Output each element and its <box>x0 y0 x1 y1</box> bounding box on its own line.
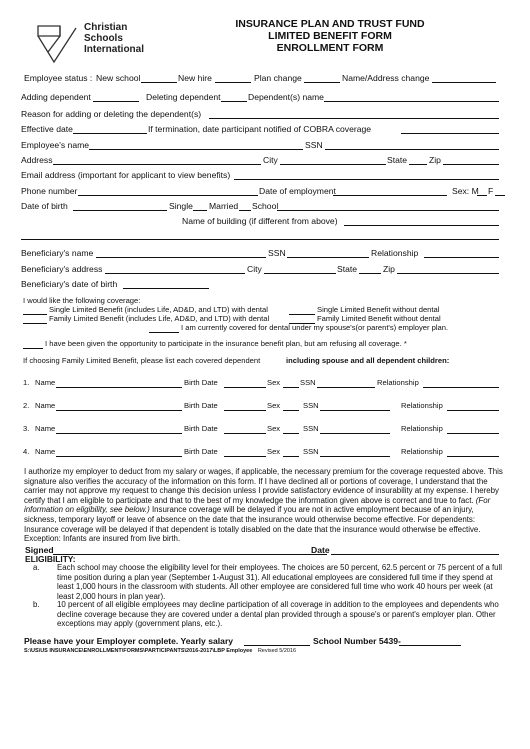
beneficiary-dob-label: Beneficiary's date of birth <box>21 279 118 289</box>
employment-date-field[interactable] <box>333 186 447 196</box>
dependent-sex-field[interactable] <box>283 424 299 434</box>
dependent-sex-label: Sex <box>267 447 281 456</box>
dependent-sex-field[interactable] <box>283 378 299 388</box>
beneficiary-name-label: Beneficiary's name <box>21 248 94 258</box>
school-field[interactable] <box>277 201 499 211</box>
zip-label: Zip <box>429 155 441 165</box>
beneficiary-address-label: Beneficiary's address <box>21 264 103 274</box>
beneficiary-name-row <box>21 248 505 260</box>
dependent-birth-label: Birth Date <box>184 447 218 456</box>
beneficiary-city-label: City <box>247 264 262 274</box>
state-field[interactable] <box>409 155 427 165</box>
city-field[interactable] <box>280 155 386 165</box>
building-field[interactable] <box>344 216 499 226</box>
birth-row <box>21 201 505 213</box>
family-instruction-bold: including spouse and all dependent children: <box>286 356 450 365</box>
employee-status-row <box>21 73 505 85</box>
employee-name-row <box>21 140 505 152</box>
building-extra-line[interactable] <box>21 230 499 240</box>
dependent-name-label: Name <box>35 424 56 433</box>
reason-row <box>21 109 505 121</box>
new-hire-label: New hire <box>178 73 212 83</box>
dependent-ssn-label: SSN <box>303 424 319 433</box>
dependent-entry <box>21 401 505 413</box>
building-label: Name of building (if different from above) <box>182 216 338 226</box>
name-address-change-field[interactable] <box>432 73 496 83</box>
address-row <box>21 155 505 167</box>
title-line-2: LIMITED BENEFIT FORM <box>268 30 392 42</box>
married-field[interactable] <box>239 201 251 211</box>
signed-label: Signed <box>25 545 54 555</box>
dependent-name-field[interactable] <box>56 378 182 388</box>
beneficiary-name-field[interactable] <box>96 248 266 258</box>
dependent-birth-field[interactable] <box>224 378 266 388</box>
authorization-text: I authorize my employer to deduct from my salary or wages, if applicable, the necessary premium for the coverage requested above. This signature also verifies the accuracy of the information on this form. If I have declined all or portions of coverage, I understand that the carrier may not approve my request to change this decision unless I provide satisfactory evidence of insurability at my expense. I hereby certify that I am eligible to participate and that to the best of my knowledge the information given above is correct and true to fact. <box>24 467 503 505</box>
csi-logo <box>34 22 144 62</box>
eligibility-a-marker: a. <box>33 563 40 572</box>
dependent-birth-field[interactable] <box>224 447 266 457</box>
dependent-name-label: Name <box>35 378 56 387</box>
authorization-paragraph <box>24 467 508 544</box>
dependent-number: 4. <box>23 447 30 456</box>
dependent-ssn-label: SSN <box>303 447 319 456</box>
signed-date-field[interactable] <box>331 545 499 555</box>
family-instruction-row <box>21 356 505 368</box>
single-field[interactable] <box>193 201 207 211</box>
beneficiary-city-field[interactable] <box>264 264 336 274</box>
authorization-text-2: Insurance coverage will be delayed if you are not in active employment because of an injury, sickness, temporary layoff or leave of absence on the date that the insurance would otherwise become effective. For dependents: Insurance coverage will be delayed if that dependent is totally disabled on the date that the insurance would otherwise be effective. Exception: Infants are insured from live birth. <box>24 505 481 544</box>
dependent-number: 3. <box>23 424 30 433</box>
beneficiary-state-label: State <box>337 264 358 274</box>
dependent-row <box>21 92 505 104</box>
employee-name-label: Employee's name <box>21 140 90 150</box>
signature-field[interactable] <box>53 545 327 555</box>
employee-ssn-field[interactable] <box>325 140 499 150</box>
address-label: Address <box>21 155 53 165</box>
dependent-birth-field[interactable] <box>224 424 266 434</box>
phone-field[interactable] <box>78 186 258 196</box>
beneficiary-address-field[interactable] <box>105 264 245 274</box>
dependent-entry <box>21 424 505 436</box>
dependent-relationship-label: Relationship <box>401 424 443 433</box>
cobra-date-field[interactable] <box>401 124 499 134</box>
plan-change-field[interactable] <box>304 73 340 83</box>
married-label: Married <box>209 201 239 211</box>
footer-path: S:\US\US INSURANCE\ENROLLMENT\FORMS\PARTICIPANTS\2016-2017\LBP Employee <box>24 648 253 654</box>
phone-label: Phone number <box>21 186 78 196</box>
new-school-label: New school <box>96 73 141 83</box>
logo-line-3: International <box>84 44 145 55</box>
signed-row <box>21 545 505 557</box>
family-instruction: If choosing Family Limited Benefit, please list each covered dependent <box>23 356 261 365</box>
cobra-label: If termination, date participant notified of COBRA coverage <box>148 124 372 134</box>
footer-revised: Revised 5/2016 <box>257 648 297 654</box>
dependent-sex-label: Sex <box>267 424 281 433</box>
address-field[interactable] <box>53 155 261 165</box>
beneficiary-dob-row <box>21 279 505 291</box>
dependent-number: 2. <box>23 401 30 410</box>
dependent-ssn-label: SSN <box>303 401 319 410</box>
reason-label: Reason for adding or deleting the dependent(s) <box>21 109 202 119</box>
employment-date-label: Date of employment <box>259 186 336 196</box>
effective-date-field[interactable] <box>73 124 147 134</box>
dependent-birth-label: Birth Date <box>184 401 218 410</box>
dependent-ssn-label: SSN <box>300 378 316 387</box>
sex-f-field[interactable] <box>495 186 505 196</box>
dependent-birth-field[interactable] <box>224 401 266 411</box>
city-label: City <box>263 155 278 165</box>
new-school-field[interactable] <box>141 73 177 83</box>
adding-dependent-field[interactable] <box>93 92 139 102</box>
refuse-row <box>21 339 505 351</box>
name-address-change-label: Name/Address change <box>342 73 430 83</box>
single-dental-label: Single Limited Benefit (includes Life, AD&D, and LTD) with dental <box>49 305 268 314</box>
zip-field[interactable] <box>443 155 499 165</box>
dependent-sex-label: Sex <box>267 401 281 410</box>
family-dental-label: Family Limited Benefit (includes Life, AD&D, and LTD) with dental <box>49 314 270 323</box>
plan-change-label: Plan change <box>254 73 302 83</box>
email-label: Email address (important for applicant to view benefits) <box>21 170 231 180</box>
building-row <box>21 216 505 228</box>
yearly-salary-field[interactable] <box>244 636 310 646</box>
coverage-intro: I would like the following coverage: <box>23 296 141 305</box>
eligibility-a-text: Each school may choose the eligibility level for their employees. The choices are 50 percent, 62.5 percent or 75 percent of a full time position during a plan year (September 1-August 31). All educational employees are considered full time if they spend at least 1,000 hours in the classroom with students. All other employee are considered full time who work 40 hours per week (at least 2,000 hours in plan year). <box>57 563 503 601</box>
spouse-dental-checkline[interactable] <box>149 323 179 333</box>
dependent-names-field[interactable] <box>324 92 499 102</box>
dependent-relationship-field[interactable] <box>447 447 499 457</box>
employee-ssn-label: SSN <box>305 140 323 150</box>
sex-f-label: F <box>488 186 494 196</box>
eligibility-b-marker: b. <box>33 600 40 609</box>
beneficiary-relationship-label: Relationship <box>371 248 419 258</box>
effective-date-label: Effective date <box>21 124 73 134</box>
phone-row <box>21 186 505 198</box>
school-label: School <box>252 201 279 211</box>
school-number-field[interactable] <box>399 636 461 646</box>
dependent-entry <box>21 378 505 390</box>
beneficiary-address-row <box>21 264 505 276</box>
new-hire-field[interactable] <box>215 73 251 83</box>
coverage-row-3 <box>21 323 505 335</box>
sex-m-label: Sex: M <box>452 186 479 196</box>
refuse-label: I have been given the opportunity to participate in the insurance benefit plan, but am refusing all coverage. * <box>45 339 407 348</box>
state-label: State <box>387 155 408 165</box>
csi-logo-icon <box>34 22 80 64</box>
title-line-3: ENROLLMENT FORM <box>276 42 384 54</box>
dependent-birth-label: Birth Date <box>184 378 218 387</box>
eligibility-heading: ELIGIBILITY: <box>25 554 76 564</box>
dependent-relationship-label: Relationship <box>377 378 419 387</box>
dependent-sex-field[interactable] <box>283 447 299 457</box>
employee-name-field[interactable] <box>89 140 303 150</box>
beneficiary-ssn-label: SSN <box>268 248 286 258</box>
dependent-name-field[interactable] <box>56 401 182 411</box>
spouse-dental-label: I am currently covered for dental under my spouse's(or parent's) employer plan. <box>181 323 449 332</box>
dependent-ssn-field[interactable] <box>317 378 375 388</box>
status-label: Employee status : <box>24 73 93 83</box>
single-label: Single <box>169 201 193 211</box>
dependent-sex-field[interactable] <box>283 401 299 411</box>
school-number-label: School Number 5439- <box>313 636 401 646</box>
beneficiary-ssn-field[interactable] <box>287 248 369 258</box>
beneficiary-dob-field[interactable] <box>123 279 209 289</box>
dependent-name-label: Name <box>35 447 56 456</box>
dependent-name-label: Name <box>35 401 56 410</box>
dependent-relationship-label: Relationship <box>401 447 443 456</box>
eligibility-b-text: 10 percent of all eligible employees may decline participation of all coverage in addition to the employees and dependents who decline coverage because they are covered under a dental plan provided through a spouse's or parent's employer plan. Other exceptions may apply (government plans, etc.). <box>57 600 499 629</box>
refuse-checkline[interactable] <box>23 339 43 349</box>
deleting-dependent-field[interactable] <box>221 92 247 102</box>
logo-line-2: Schools <box>84 33 123 44</box>
dependent-relationship-field[interactable] <box>447 401 499 411</box>
dependent-name-field[interactable] <box>56 447 182 457</box>
logo-line-1: Christian <box>84 22 128 33</box>
dependent-ssn-field[interactable] <box>320 447 390 457</box>
reason-field[interactable] <box>209 109 499 119</box>
email-row <box>21 170 505 182</box>
dependent-entry <box>21 447 505 459</box>
dependent-relationship-label: Relationship <box>401 401 443 410</box>
single-no-dental-label: Single Limited Benefit without dental <box>317 305 440 314</box>
sex-m-field[interactable] <box>477 186 487 196</box>
signed-date-label: Date <box>311 545 330 555</box>
footer <box>24 648 296 654</box>
dependent-ssn-field[interactable] <box>320 401 390 411</box>
beneficiary-zip-field[interactable] <box>397 264 499 274</box>
birth-field[interactable] <box>73 201 167 211</box>
authorization-italic: (For information on eligibility, see below.) <box>24 495 491 515</box>
beneficiary-zip-label: Zip <box>383 264 395 274</box>
dependent-sex-label: Sex <box>267 378 281 387</box>
family-no-dental-label: Family Limited Benefit without dental <box>317 314 441 323</box>
dependent-birth-label: Birth Date <box>184 424 218 433</box>
effective-date-row <box>21 124 505 136</box>
beneficiary-state-field[interactable] <box>359 264 381 274</box>
email-field[interactable] <box>234 170 499 180</box>
title-line-1: INSURANCE PLAN AND TRUST FUND <box>235 18 425 30</box>
dependent-name-field[interactable] <box>56 424 182 434</box>
deleting-dependent-label: Deleting dependent <box>146 92 221 102</box>
dependent-names-label: Dependent(s) name <box>248 92 324 102</box>
beneficiary-relationship-field[interactable] <box>424 248 499 258</box>
birth-label: Date of birth <box>21 201 68 211</box>
dependent-ssn-field[interactable] <box>320 424 390 434</box>
employer-row <box>21 636 505 648</box>
dependent-number: 1. <box>23 378 30 387</box>
dependent-relationship-field[interactable] <box>423 378 499 388</box>
adding-dependent-label: Adding dependent <box>21 92 91 102</box>
dependent-relationship-field[interactable] <box>447 424 499 434</box>
employer-instruction: Please have your Employer complete. Yearly salary <box>24 636 234 646</box>
